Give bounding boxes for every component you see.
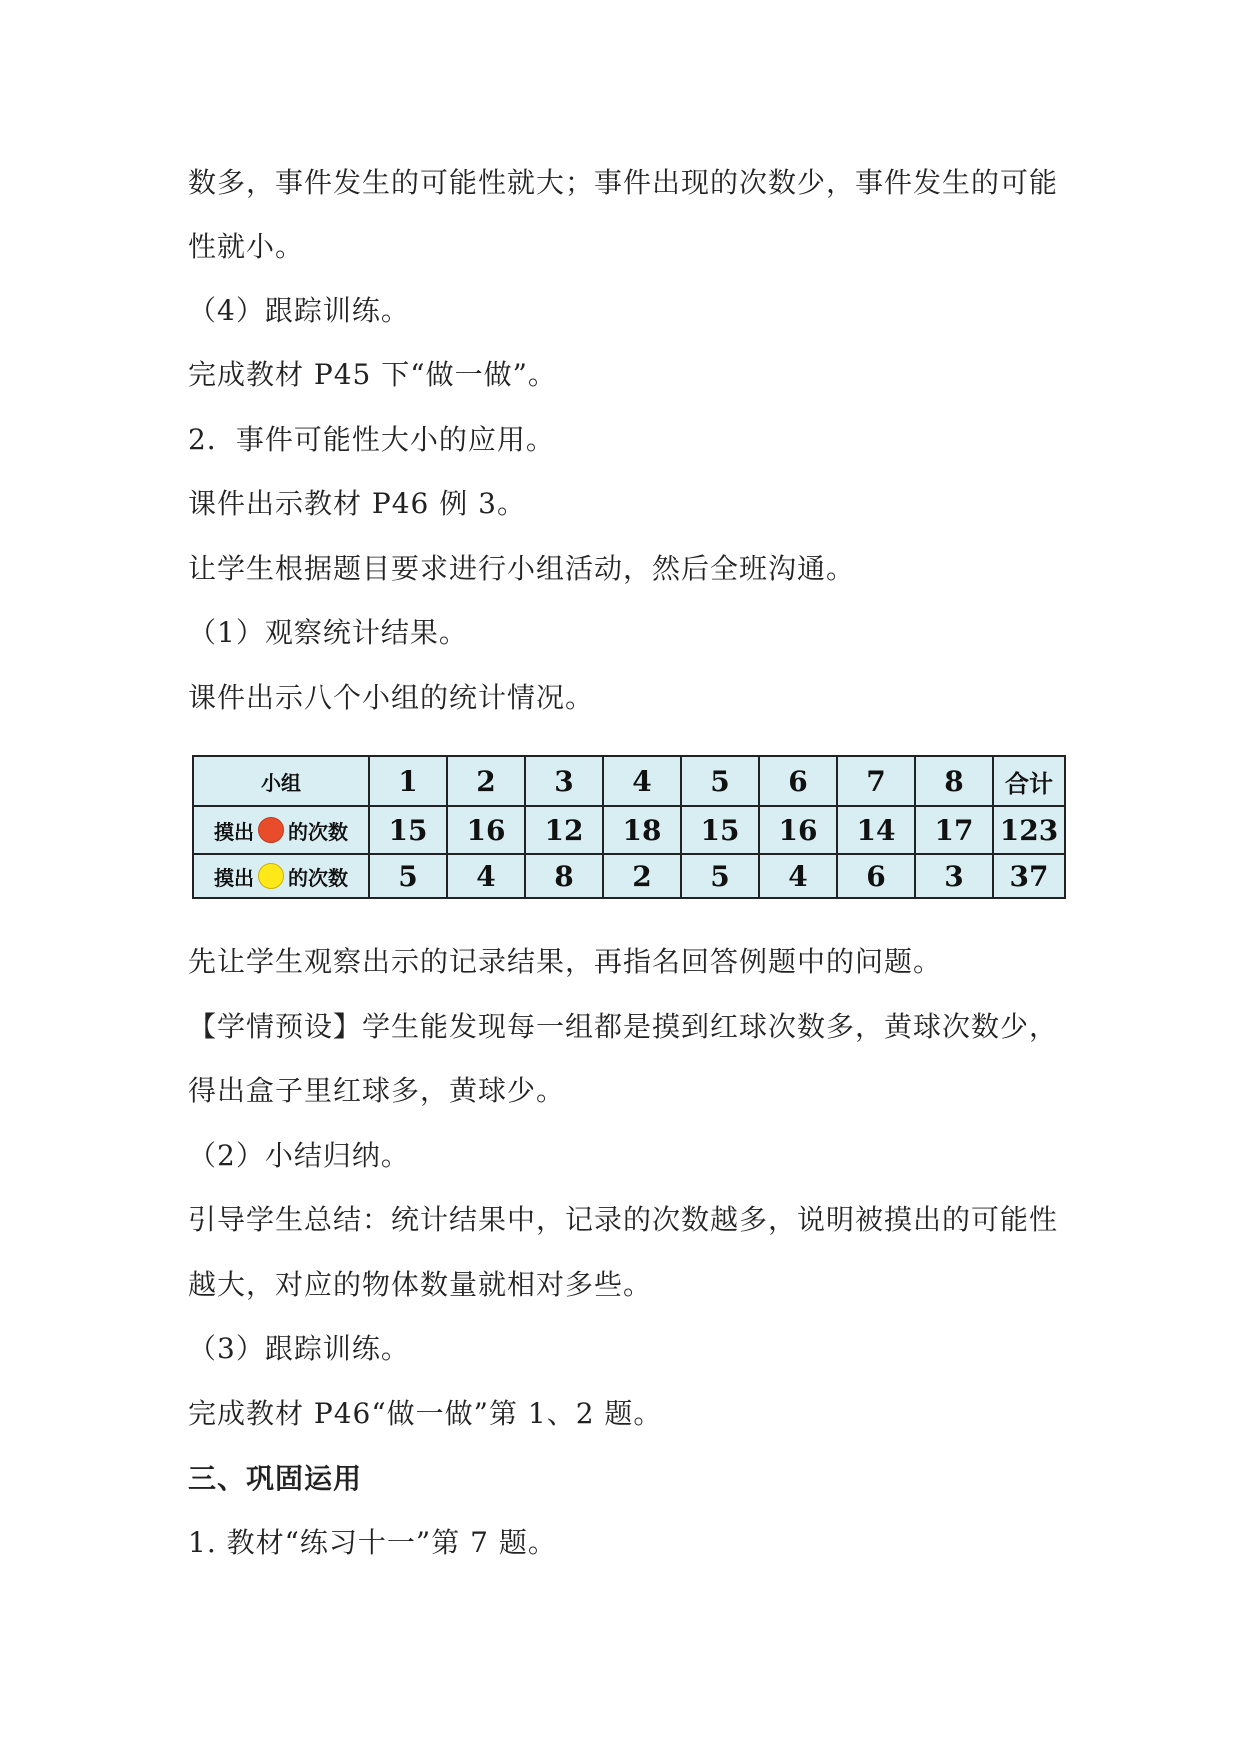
table-header-cell: 2 xyxy=(447,756,525,806)
table-cell: 4 xyxy=(759,854,837,898)
paragraph-line: 得出盒子里红球多，黄球少。 xyxy=(188,1074,566,1107)
statistics-table xyxy=(192,755,1066,899)
red-ball-icon xyxy=(258,817,284,843)
table-header-cell: 1 xyxy=(369,756,447,806)
paragraph-line: 引导学生总结：统计结果中，记录的次数越多，说明被摸出的可能性 xyxy=(188,1203,1059,1236)
table-header-cell: 7 xyxy=(837,756,915,806)
statistics-table-wrapper xyxy=(192,755,1066,899)
table-header-cell: 4 xyxy=(603,756,681,806)
paragraph-line: 数多，事件发生的可能性就大；事件出现的次数少，事件发生的可能 xyxy=(188,166,1059,199)
table-row-red xyxy=(193,806,1065,854)
paragraph-line: 先让学生观察出示的记录结果，再指名回答例题中的问题。 xyxy=(188,945,943,978)
paragraph-line: 1. 教材“练习十一”第 7 题。 xyxy=(188,1526,557,1559)
table-cell: 8 xyxy=(525,854,603,898)
paragraph-line: （1）观察统计结果。 xyxy=(188,616,468,649)
table-cell: 5 xyxy=(369,854,447,898)
row-label-red xyxy=(193,806,369,854)
table-cell: 17 xyxy=(915,806,993,854)
table-cell: 16 xyxy=(759,806,837,854)
table-cell: 12 xyxy=(525,806,603,854)
table-header-cell: 6 xyxy=(759,756,837,806)
row-label-prefix: 摸出 xyxy=(214,865,254,890)
table-cell: 18 xyxy=(603,806,681,854)
row-label-yellow xyxy=(193,854,369,898)
paragraph-line: （3）跟踪训练。 xyxy=(188,1332,410,1365)
table-cell: 6 xyxy=(837,854,915,898)
table-header-cell: 5 xyxy=(681,756,759,806)
paragraph-line: 完成教材 P45 下“做一做”。 xyxy=(188,358,557,391)
table-header-row xyxy=(193,756,1065,806)
table-header-cell: 小组 xyxy=(193,756,369,806)
section-heading: 三、巩固运用 xyxy=(188,1462,363,1495)
table-cell: 3 xyxy=(915,854,993,898)
row-label-prefix: 摸出 xyxy=(214,819,254,844)
table-cell: 15 xyxy=(369,806,447,854)
table-header-cell: 8 xyxy=(915,756,993,806)
row-label-suffix: 的次数 xyxy=(288,865,348,890)
paragraph-line: 课件出示八个小组的统计情况。 xyxy=(188,681,595,714)
paragraph-line: 性就小。 xyxy=(188,230,305,263)
table-cell: 2 xyxy=(603,854,681,898)
table-cell: 16 xyxy=(447,806,525,854)
paragraph-line: 2．事件可能性大小的应用。 xyxy=(188,423,555,456)
table-cell: 5 xyxy=(681,854,759,898)
table-total-cell: 123 xyxy=(993,806,1065,854)
row-label-suffix: 的次数 xyxy=(288,819,348,844)
yellow-ball-icon xyxy=(258,863,284,889)
paragraph-line: 越大，对应的物体数量就相对多些。 xyxy=(188,1268,653,1301)
table-header-cell: 合计 xyxy=(993,756,1065,806)
paragraph-line: （2）小结归纳。 xyxy=(188,1139,410,1172)
paragraph-line: 让学生根据题目要求进行小组活动，然后全班沟通。 xyxy=(188,552,856,585)
table-cell: 15 xyxy=(681,806,759,854)
table-cell: 14 xyxy=(837,806,915,854)
paragraph-line: 课件出示教材 P46 例 3。 xyxy=(188,487,526,520)
table-total-cell: 37 xyxy=(993,854,1065,898)
table-cell: 4 xyxy=(447,854,525,898)
paragraph-line: 【学情预设】学生能发现每一组都是摸到红球次数多，黄球次数少， xyxy=(188,1010,1059,1043)
table-header-cell: 3 xyxy=(525,756,603,806)
paragraph-line: 完成教材 P46“做一做”第 1、2 题。 xyxy=(188,1397,663,1430)
paragraph-line: （4）跟踪训练。 xyxy=(188,294,410,327)
table-row-yellow xyxy=(193,854,1065,898)
